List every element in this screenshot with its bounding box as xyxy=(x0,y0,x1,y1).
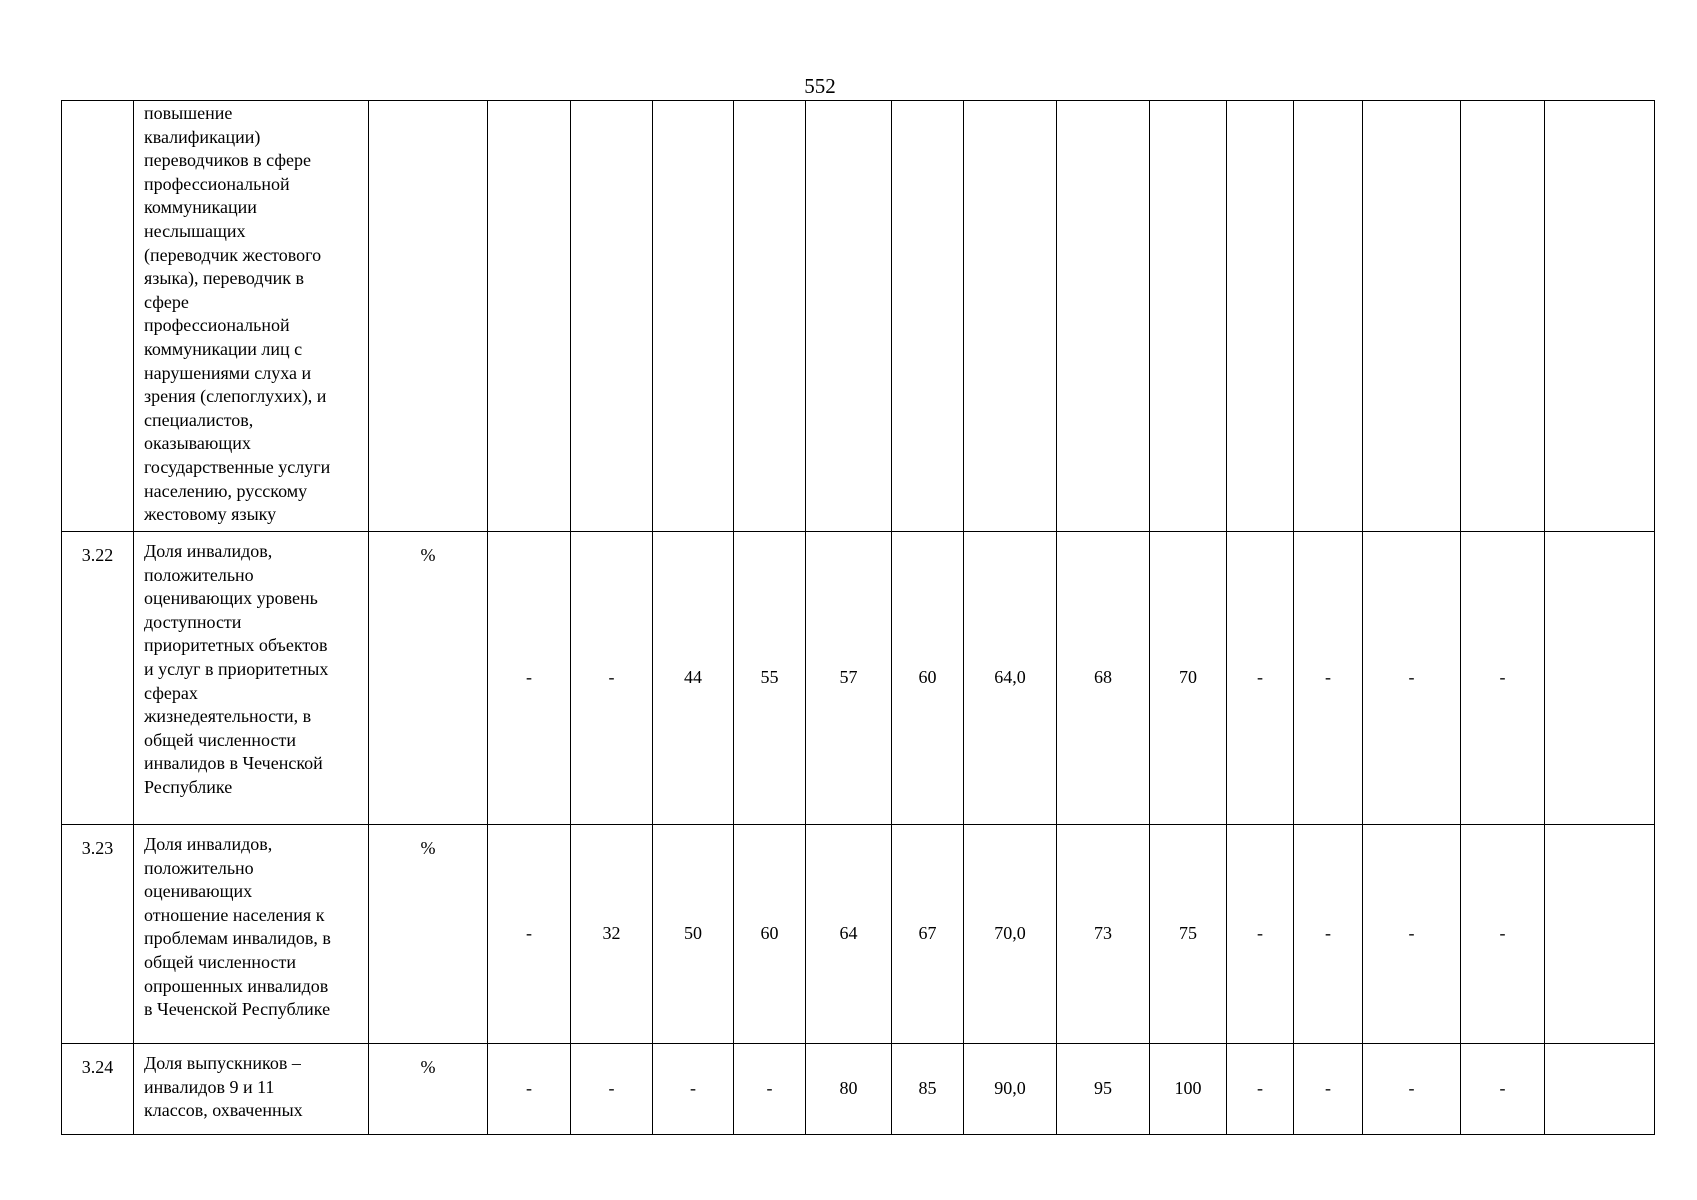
value-cell: - xyxy=(1227,1044,1294,1135)
row-number-cell: 3.24 xyxy=(62,1044,134,1135)
value-cell xyxy=(1294,101,1363,532)
value-cell xyxy=(1545,825,1655,1044)
table-row xyxy=(62,101,1655,532)
indicator-description-text: Доля инвалидов, положительно оценивающих уровень доступности приоритетных объектов и услуг в приоритетных сферах жизнедеятельности, в общей численности инвалидов в Чеченской Республике xyxy=(144,541,329,797)
value-cell: - xyxy=(653,1044,734,1135)
value-cell: - xyxy=(1294,532,1363,825)
indicator-description-cell xyxy=(134,1044,369,1135)
indicator-description-text: Доля выпускников – инвалидов 9 и 11 классов, охваченных xyxy=(144,1053,303,1121)
value-cell xyxy=(892,101,964,532)
value-cell: 70 xyxy=(1150,532,1227,825)
value-cell: - xyxy=(571,1044,653,1135)
value-cell: 32 xyxy=(571,825,653,1044)
table-row xyxy=(62,1044,1655,1135)
value-cell xyxy=(1461,101,1545,532)
value-cell: 50 xyxy=(653,825,734,1044)
value-cell: 57 xyxy=(806,532,892,825)
unit-cell: % xyxy=(369,532,488,825)
value-cell xyxy=(653,101,734,532)
table-row xyxy=(62,825,1655,1044)
value-cell: 64,0 xyxy=(964,532,1057,825)
indicator-description-text: Доля инвалидов, положительно оценивающих отношение населения к проблемам инвалидов, в общей численности опрошенных инвалидов в Чеченской Республике xyxy=(144,834,331,1020)
row-number-cell xyxy=(62,101,134,532)
value-cell: 44 xyxy=(653,532,734,825)
unit-cell: % xyxy=(369,1044,488,1135)
value-cell: 80 xyxy=(806,1044,892,1135)
value-cell xyxy=(1057,101,1150,532)
value-cell xyxy=(806,101,892,532)
value-cell: 100 xyxy=(1150,1044,1227,1135)
value-cell: 64 xyxy=(806,825,892,1044)
value-cell: - xyxy=(1294,825,1363,1044)
value-cell xyxy=(964,101,1057,532)
row-number-cell: 3.23 xyxy=(62,825,134,1044)
value-cell: - xyxy=(1227,825,1294,1044)
value-cell: 73 xyxy=(1057,825,1150,1044)
unit-cell: % xyxy=(369,825,488,1044)
indicator-description-cell xyxy=(134,825,369,1044)
value-cell: - xyxy=(488,532,571,825)
value-cell: - xyxy=(1461,532,1545,825)
page-number: 552 xyxy=(804,74,836,98)
value-cell xyxy=(1545,532,1655,825)
value-cell xyxy=(1150,101,1227,532)
value-cell xyxy=(1545,1044,1655,1135)
value-cell: - xyxy=(1227,532,1294,825)
indicator-table xyxy=(61,100,1655,1135)
value-cell: - xyxy=(1294,1044,1363,1135)
value-cell xyxy=(488,101,571,532)
value-cell: - xyxy=(1363,825,1461,1044)
value-cell: - xyxy=(488,825,571,1044)
value-cell: 85 xyxy=(892,1044,964,1135)
value-cell: - xyxy=(1461,1044,1545,1135)
value-cell: 60 xyxy=(892,532,964,825)
value-cell: 55 xyxy=(734,532,806,825)
value-cell xyxy=(734,101,806,532)
value-cell xyxy=(1227,101,1294,532)
indicator-description-text: повышение квалификации) переводчиков в сфере профессиональной коммуникации неслышащих (переводчик жестового языка), переводчик в сфере профессиональной коммуникации лиц с нарушениями слуха и зрения (слепоглухих), и специалистов, оказывающих государственные услуги населению, русскому жестовому языку xyxy=(144,103,331,525)
value-cell: - xyxy=(488,1044,571,1135)
value-cell: - xyxy=(1461,825,1545,1044)
value-cell: - xyxy=(1363,532,1461,825)
value-cell xyxy=(571,101,653,532)
value-cell: - xyxy=(734,1044,806,1135)
value-cell: 70,0 xyxy=(964,825,1057,1044)
value-cell: 60 xyxy=(734,825,806,1044)
value-cell xyxy=(1363,101,1461,532)
value-cell: - xyxy=(571,532,653,825)
unit-cell xyxy=(369,101,488,532)
value-cell: 67 xyxy=(892,825,964,1044)
indicator-description-cell xyxy=(134,532,369,825)
value-cell: - xyxy=(1363,1044,1461,1135)
value-cell: 75 xyxy=(1150,825,1227,1044)
row-number-cell: 3.22 xyxy=(62,532,134,825)
value-cell: 90,0 xyxy=(964,1044,1057,1135)
value-cell xyxy=(1545,101,1655,532)
table-row xyxy=(62,532,1655,825)
indicator-description-cell xyxy=(134,101,369,532)
value-cell: 68 xyxy=(1057,532,1150,825)
value-cell: 95 xyxy=(1057,1044,1150,1135)
